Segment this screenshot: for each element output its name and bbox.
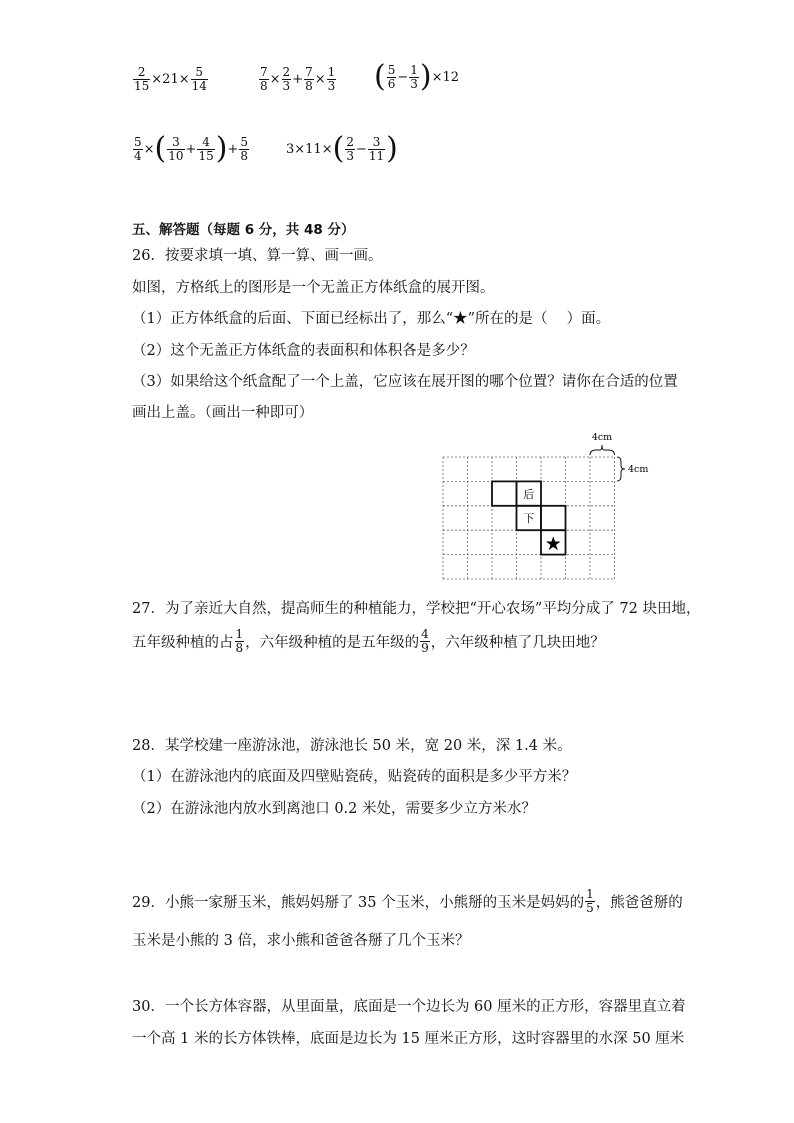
- brace-top: [590, 445, 615, 455]
- fraction: $\frac{4}{15}$: [198, 134, 214, 163]
- q27-line1: 27．为了亲近大自然，提高师生的种植能力，学校把“开心农场”平均分成了 72 块田地，: [132, 601, 701, 617]
- fraction: $\frac{5}{8}$: [240, 134, 248, 163]
- operator: +: [185, 141, 197, 157]
- fraction: $\frac{4}{9}$: [421, 627, 429, 655]
- operator-text: ×12: [431, 69, 460, 85]
- right-paren: ): [386, 131, 398, 166]
- right-paren: ): [419, 59, 432, 94]
- operator: +: [227, 141, 239, 157]
- section-heading: 五、解答题（每题 6 分，共 48 分）: [132, 222, 355, 238]
- label-right-length: 4cm: [628, 464, 649, 475]
- fraction: $\frac{2}{3}$: [282, 65, 291, 93]
- operator: −: [355, 141, 367, 157]
- q26-part3: （3）如果给这个纸盒配了一个上盖，它应该在展开图的哪个位置？请你在合适的位置: [132, 374, 678, 390]
- right-paren: ): [215, 131, 228, 166]
- expression-2: [258, 66, 337, 92]
- fraction: $\frac{3}{10}$: [168, 134, 184, 163]
- fraction: $\frac{1}{3}$: [410, 62, 418, 91]
- q29-line1: [132, 888, 683, 914]
- fraction: $\frac{2}{15}$: [134, 65, 150, 93]
- label-bottom: 下: [523, 512, 535, 525]
- q28-line1: 28．某学校建一座游泳池，游泳池长 50 米，宽 20 米，深 1.4 米。: [132, 738, 572, 754]
- expression-3: [374, 59, 460, 94]
- q30-line2: 一个高 1 米的长方体铁棒，底面是边长为 15 厘米正方形，这时容器里的水深 50 厘米: [132, 1031, 685, 1047]
- text-span: ，熊爸爸掰的: [595, 894, 683, 911]
- q30-line1: 30．一个长方体容器，从里面量，底面是一个边长为 60 厘米的正方形，容器里直立着: [132, 999, 686, 1015]
- fraction: $\frac{1}{5}$: [586, 887, 594, 915]
- expression-4: [132, 131, 250, 166]
- text-span: 29．小熊一家掰玉米，熊妈妈掰了 35 个玉米，小熊掰的玉米是妈妈的: [132, 894, 585, 911]
- expression-1: [132, 66, 209, 92]
- star-icon: ★: [544, 533, 562, 555]
- q28-part1: （1）在游泳池内的底面及四壁贴瓷砖，贴瓷砖的面积是多少平方米？: [132, 769, 577, 785]
- operator: −: [397, 69, 409, 85]
- fraction: $\frac{3}{11}$: [368, 134, 385, 163]
- fraction: $\frac{1}{8}$: [235, 627, 244, 655]
- left-paren: (: [154, 131, 167, 166]
- q29-line2: 玉米是小熊的 3 倍，求小熊和爸爸各掰了几个玉米？: [132, 933, 470, 949]
- fraction: $\frac{5}{4}$: [134, 134, 142, 163]
- fraction: $\frac{7}{8}$: [260, 65, 268, 93]
- cube-net-figure: [440, 426, 670, 584]
- expression-5: [286, 131, 398, 166]
- operator: ×: [269, 71, 281, 87]
- fraction: $\frac{5}{6}$: [387, 62, 396, 91]
- q26-desc: 如图，方格纸上的图形是一个无盖正方体纸盒的展开图。: [132, 280, 495, 296]
- label-back: 后: [523, 488, 535, 501]
- brace-right: [617, 457, 625, 481]
- label-top-length: 4cm: [591, 432, 613, 443]
- operator: +: [292, 71, 304, 87]
- q26-part1: （1）正方体纸盒的后面、下面已经标出了，那么“★”所在的是（ ）面。: [132, 311, 611, 327]
- fraction: $\frac{1}{3}$: [327, 65, 336, 93]
- operator: ×: [314, 71, 326, 87]
- text-span: ，六年级种植的是五年级的: [245, 634, 420, 651]
- operator-text: ×21×: [151, 71, 190, 87]
- text-span: ，六年级种植了几块田地？: [430, 634, 605, 651]
- operator-text: 3×11×: [286, 141, 333, 157]
- text-span: 五年级种植的占: [132, 634, 234, 651]
- q28-part2: （2）在游泳池内放水到离池口 0.2 米处，需要多少立方米水？: [132, 801, 537, 817]
- left-paren: (: [332, 131, 345, 166]
- q26-part3-cont: 画出上盖。（画出一种即可）: [132, 405, 314, 421]
- q27-line2: [132, 628, 605, 654]
- left-paren: (: [374, 59, 386, 94]
- q26-intro: 26．按要求填一填、算一算、画一画。: [132, 248, 383, 264]
- operator: ×: [143, 141, 155, 157]
- fraction: $\frac{5}{14}$: [191, 65, 207, 93]
- q26-part2: （2）这个无盖正方体纸盒的表面积和体积各是多少？: [132, 343, 475, 359]
- fraction: $\frac{7}{8}$: [305, 65, 313, 93]
- fraction: $\frac{2}{3}$: [346, 134, 354, 163]
